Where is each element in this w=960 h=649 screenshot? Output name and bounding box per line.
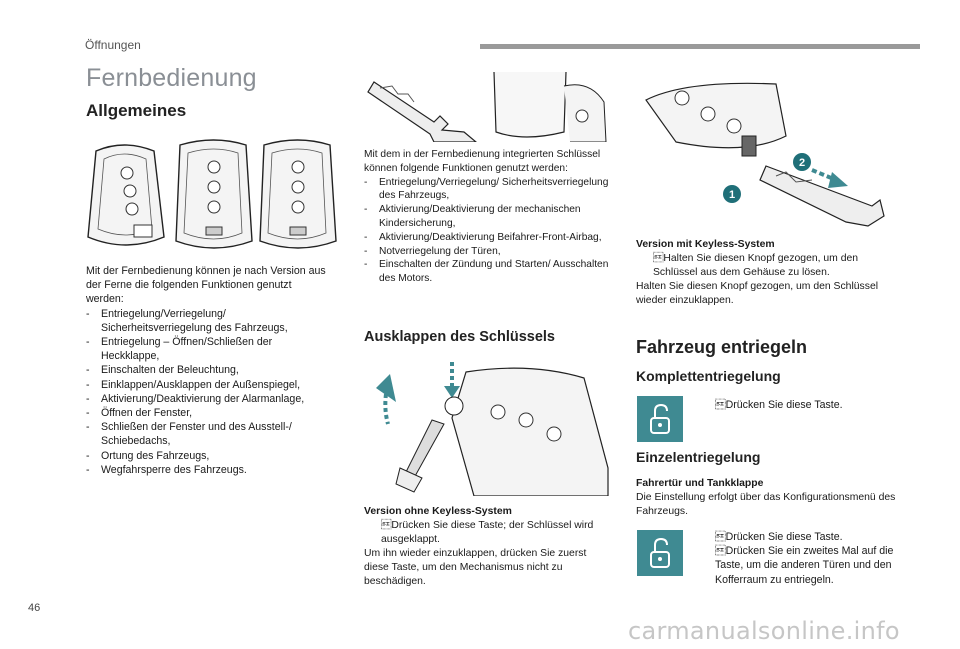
list-item: - Aktivierung/Deaktivierung Beifahrer-Front-Airbag, — [364, 231, 614, 245]
col2-function-list — [364, 176, 614, 286]
list-item: - Schließen der Fenster und des Ausstell-/ Schiebedachs, — [86, 420, 332, 448]
list-item: - Notverriegelung der Türen, — [364, 245, 614, 259]
col3-bullet-list — [636, 252, 892, 280]
col2-note: Um ihn wieder einzuklappen, drücken Sie zuerst diese Taste, um den Mechanismus nicht zu beschädigen. — [364, 548, 587, 587]
list-item: - Entriegelung/Verriegelung/ Sicherheitsverriegelung des Fahrzeugs, — [364, 176, 614, 204]
col3-keyless-text — [636, 238, 892, 308]
col1-function-list — [86, 307, 332, 477]
version-label: Version ohne Keyless-System — [364, 506, 512, 517]
page-number: 46 — [28, 602, 41, 614]
heading-komplettentriegelung: Komplettentriegelung — [636, 368, 781, 384]
section-label: Öffnungen — [85, 38, 141, 52]
keyless-key-illustration — [636, 76, 886, 232]
col2-bullet-list — [364, 519, 614, 547]
col3-note: Halten Sie diesen Knopf gezogen, um den Schlüssel wieder einzuklappen. — [636, 281, 879, 306]
col1-text — [86, 264, 332, 477]
col2-intro: Mit dem in der Fernbedienung integrierten Schlüssel können folgende Funktionen genutzt werden: — [364, 149, 601, 174]
col2-text — [364, 148, 614, 286]
heading-allgemeines: Allgemeines — [86, 101, 187, 120]
col1-intro: Mit der Fernbedienung können je nach Version aus der Ferne die folgenden Funktionen genutzt werden: — [86, 265, 326, 306]
padlock-open-icon — [637, 530, 683, 576]
unlock-button-illustration — [637, 530, 683, 576]
header-rule — [480, 44, 920, 49]
watermark: carmanualsonline.info — [628, 617, 900, 645]
list-item: - Ortung des Fahrzeugs, — [86, 449, 332, 463]
sub1-text — [698, 398, 898, 412]
list-item:  Drücken Sie diese Taste. — [698, 530, 898, 544]
heading-ausklappen: Ausklappen des Schlüssels — [364, 329, 555, 345]
remote-key-2-image — [176, 140, 252, 248]
callout-1: 1 — [728, 189, 736, 201]
list-item: - Einschalten der Beleuchtung, — [86, 363, 332, 377]
heading-einzelentriegelung: Einzelentriegelung — [636, 449, 761, 465]
key-unfold-illustration — [370, 358, 610, 496]
list-item: - Entriegelung – Öffnen/Schließen der Heckklappe, — [86, 335, 332, 363]
callout-2: 2 — [798, 157, 806, 169]
list-item: - Einschalten der Zündung und Starten/ Ausschalten des Motors. — [364, 258, 614, 286]
list-item: - Aktivierung/Deaktivierung der mechanischen Kindersicherung, — [364, 203, 614, 231]
heading-fahrzeug-entriegeln: Fahrzeug entriegeln — [636, 337, 808, 357]
remote-key-1-image — [88, 145, 164, 245]
list-item: - Öffnen der Fenster, — [86, 406, 332, 420]
remote-key-3-image — [260, 140, 336, 248]
padlock-open-icon — [637, 396, 683, 442]
list-item: - Wegfahrsperre des Fahrzeugs. — [86, 463, 332, 477]
list-item: - Einklappen/Ausklappen der Außenspiegel, — [86, 378, 332, 392]
list-item:  Halten Sie diesen Knopf gezogen, um den Schlüssel aus dem Gehäuse zu lösen. — [636, 252, 892, 280]
remote-keys-illustration — [84, 137, 344, 255]
list-item:  Drücken Sie diese Taste; der Schlüssel wird ausgeklappt. — [364, 519, 614, 547]
list-item: - Aktivierung/Deaktivierung der Alarmanlage, — [86, 392, 332, 406]
sub2-description: Die Einstellung erfolgt über das Konfigurationsmenü des Fahrzeugs. — [636, 492, 896, 517]
page-title: Fernbedienung — [86, 64, 257, 92]
list-item: - Entriegelung/Verriegelung/ Sicherheitsverriegelung des Fahrzeugs, — [86, 307, 332, 335]
version-label: Version mit Keyless-System — [636, 239, 775, 250]
list-item:  Drücken Sie ein zweites Mal auf die Taste, um die anderen Türen und den Kofferraum zu entriegeln. — [698, 544, 898, 587]
unlock-button-illustration — [637, 396, 683, 442]
sub2-bullets — [698, 530, 898, 587]
key-blade-illustration — [364, 72, 610, 142]
sub2-label: Fahrertür und Tankklappe — [636, 478, 764, 489]
list-item:  Drücken Sie diese Taste. — [698, 398, 898, 412]
col2-unfold-text — [364, 505, 614, 589]
sub2-text — [636, 477, 896, 519]
